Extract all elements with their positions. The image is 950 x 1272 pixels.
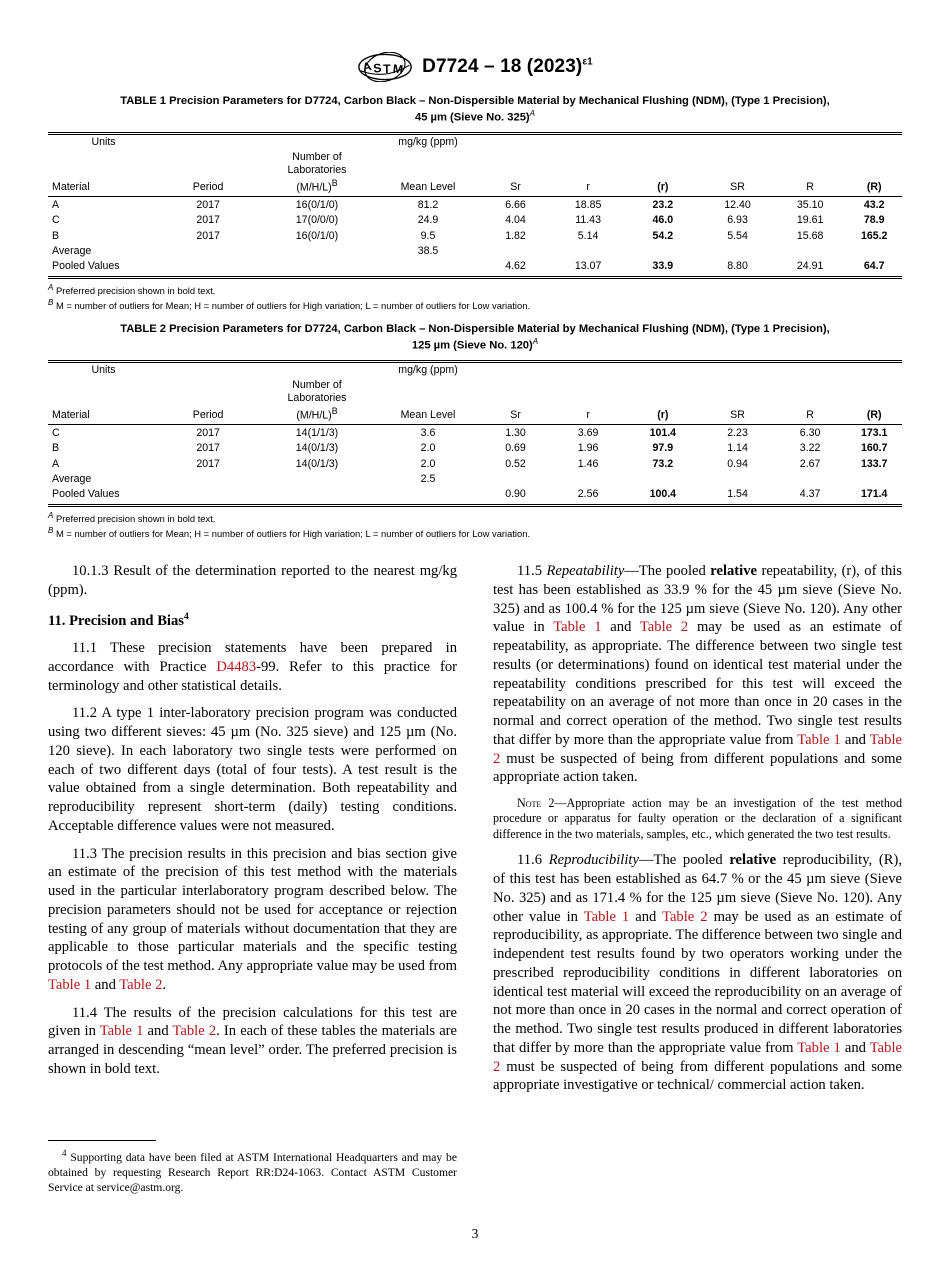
table-2-note-b — [48, 525, 902, 540]
p-11-5-bold-relative: relative — [710, 563, 757, 579]
link-table-2[interactable]: Table 2 — [172, 1023, 217, 1040]
table-2-note-a — [48, 510, 902, 525]
table-cell-sr: 6.66 — [479, 197, 552, 213]
table-cell-r: 13.07 — [552, 259, 625, 277]
table-1-units-value: mg/kg (ppm) — [398, 135, 458, 148]
table-cell-rel_big_r: 64.7 — [846, 259, 902, 277]
labs-sup: B — [331, 177, 338, 188]
table-2-col-rel-big-r: (R) — [866, 409, 882, 422]
table-cell-big_sr — [701, 472, 774, 487]
table-cell-r: 18.85 — [552, 197, 625, 213]
table-cell-rel_r — [624, 472, 701, 487]
table-cell-mean: 3.6 — [377, 425, 479, 441]
table-2-caption-line1: TABLE 2 Precision Parameters for D7724, Carbon Black – Non-Dispersible Material by Mechanical Flushing (NDM), (Type 1 Precision), — [120, 323, 830, 335]
document-designation — [422, 56, 593, 78]
table-cell-r: 5.14 — [577, 229, 599, 242]
table-cell-labs — [257, 472, 377, 487]
note-b-marker: B — [48, 526, 54, 536]
table-cell-sr: 1.82 — [505, 229, 526, 242]
table-2-col-big-sr: SR — [730, 409, 745, 422]
table-1 — [48, 135, 902, 279]
spacer-cell — [846, 363, 902, 378]
p-11-6-part-a: —The pooled — [638, 852, 730, 869]
table-row — [48, 259, 902, 277]
table-cell-period: 2017 — [196, 229, 220, 242]
table-2-col-sr: Sr — [510, 409, 521, 422]
p-11-5-part-b: repeatability, (r), of this test has been established as 33.9 % for the 45 µm sieve (Sieve No. 325) and as 100.4 % for the 125 µm sieve (Sieve No. 120). Any other value in — [493, 563, 902, 636]
table-cell-labs: 16(0/1/0) — [257, 197, 377, 213]
table-cell-rel_r: 101.4 — [624, 425, 701, 441]
table-cell-big_sr: 5.54 — [727, 229, 748, 242]
table-1-col-big-sr: SR — [730, 181, 745, 194]
table-1-caption-line1: TABLE 1 Precision Parameters for D7724, Carbon Black – Non-Dispersible Material by Mechanical Flushing (NDM), (Type 1 Precision), — [120, 95, 830, 107]
table-cell-rel_r: 23.2 — [624, 197, 701, 213]
table-cell-big_r: 4.37 — [774, 487, 847, 505]
table-cell-period: 2017 — [196, 457, 220, 470]
table-cell-period: 2017 — [196, 214, 220, 227]
note-2-text: —Appropriate action may be an investigation of the test method procedure or apparatus for faulty operation or the declaration of a significant difference in the two materials, samples, etc., which generated the two test results. — [493, 796, 902, 841]
table-cell-sr: 4.62 — [479, 259, 552, 277]
table-cell-rel_big_r: 173.1 — [846, 425, 902, 441]
table-cell-sr: 0.69 — [505, 442, 526, 455]
p-11-6-part-d: must be suspected of being from different populations and some appropriate investigative or technical/ commercial action taken. — [493, 1058, 902, 1094]
table-cell-period — [159, 259, 257, 277]
table-cell-big_sr: 12.40 — [701, 197, 774, 213]
footnote-rule — [48, 1140, 156, 1141]
table-cell-rel_r: 54.2 — [652, 229, 674, 242]
table-1-col-period: Period — [192, 181, 224, 194]
p-11-6-mid-1: and — [629, 908, 663, 925]
spacer-cell — [774, 135, 847, 150]
page-number: 3 — [471, 1226, 479, 1241]
table-cell-labs: 17(0/0/0) — [295, 214, 339, 227]
footnote-marker: 4 — [62, 1148, 67, 1158]
table-cell-labs: 14(0/1/3) — [295, 442, 339, 455]
spacer-cell — [479, 363, 552, 378]
note-b-text: M = number of outliers for Mean; H = number of outliers for High variation; L = number of outliers for Low variation. — [55, 300, 531, 312]
designation-text: D7724 – 18 (2023) — [422, 56, 583, 77]
table-1-col-mean-level: Mean Level — [400, 181, 456, 194]
table-1-col-laboratories — [257, 150, 377, 197]
table-cell-material: Average — [52, 244, 92, 257]
note-b-marker: B — [48, 298, 54, 308]
table-row — [48, 229, 902, 244]
p-11-5-mid-2: and — [840, 731, 870, 748]
table-cell-big_sr: 1.14 — [727, 442, 748, 455]
table-cell-sr: 4.04 — [505, 214, 526, 227]
table-cell-rel_big_r: 43.2 — [846, 197, 902, 213]
link-table-2[interactable]: Table 2 — [119, 976, 163, 993]
table-2-body — [48, 425, 902, 505]
table-cell-labs — [257, 487, 377, 505]
table-cell-rel_big_r: 160.7 — [860, 442, 888, 455]
svg-text:A: A — [361, 59, 373, 75]
spacer-cell — [257, 363, 377, 378]
p-11-5-mid-1: and — [601, 619, 640, 636]
p-11-6-part-b: reproducibility, (R), of this test has been established as 64.7 % or the 45 µm sieve (Sieve No. 325) and as 171.4 % for the 125 µm sieve (Sieve No. 120). Any other value in — [493, 852, 902, 925]
table-cell-big_r — [774, 472, 847, 487]
p-11-4-part-a: 11.4 The results of the precision calculations for this test are given in — [48, 1004, 457, 1040]
section-heading-11-text: 11. Precision and Bias — [48, 612, 184, 629]
p-11-5-part-a: —The pooled — [624, 563, 711, 579]
table-cell-rel_r: 100.4 — [624, 487, 701, 505]
table-cell-mean: 2.0 — [420, 442, 436, 455]
table-cell-sr — [479, 472, 552, 487]
right-column — [493, 562, 902, 1104]
table-cell-material: Pooled Values — [48, 487, 159, 505]
table-row — [48, 213, 902, 228]
table-cell-r: 1.46 — [577, 457, 599, 470]
link-table-1[interactable]: Table 1 — [553, 619, 602, 636]
designation-epsilon: ε1 — [582, 56, 593, 68]
paragraph-11-1 — [48, 639, 457, 695]
table-cell-mean — [377, 259, 479, 277]
paragraph-10-1-3: 10.1.3 Result of the determination reported to the nearest mg/kg (ppm). — [48, 563, 457, 598]
link-table-1[interactable]: Table 1 — [583, 908, 630, 925]
spacer-cell — [552, 363, 625, 378]
p-11-6-number: 11.6 — [517, 852, 549, 869]
table-2 — [48, 363, 902, 507]
table-cell-period: 2017 — [196, 442, 220, 455]
svg-text:M: M — [392, 61, 404, 77]
p-11-5-part-c: may be used as an estimate of repeatability, as appropriate. The difference between two single test results (or determinations) found on identical test material under the repeatability conditions prescribed for this test will exceed the repeatability on an average of not more than once in 20 cases in the normal and correct operation of the method. Two single test results that differ by more than the appropriate value from — [493, 619, 902, 748]
table-cell-r — [552, 244, 625, 259]
table-2-caption-line2: 125 µm (Sieve No. 120) — [411, 339, 533, 352]
table-cell-labs — [257, 259, 377, 277]
p-11-6-part-c: may be used as an estimate of reproducibility, as appropriate. The difference between two single and independent test results found by two operators working under the prescribed reproducibility conditions in different laboratories on identical test material will exceed the reproducibility on an average of not more than once in 20 cases in the normal and correct operation of the method. Two single test results produced in different laboratories that differ by more than the appropriate value from — [493, 908, 903, 1056]
table-cell-r: 3.69 — [552, 425, 625, 441]
table-2-col-mean-level: Mean Level — [400, 409, 456, 422]
table-1-note-b — [48, 297, 902, 312]
table-cell-rel_r: 97.9 — [652, 442, 674, 455]
table-row — [48, 425, 902, 441]
spacer-cell — [624, 135, 701, 150]
table-2-col-laboratories — [257, 378, 377, 425]
paragraph-11-4 — [48, 1004, 457, 1079]
left-column — [48, 562, 457, 1088]
table-cell-mean: 9.5 — [420, 229, 436, 242]
table-cell-rel_big_r — [846, 472, 902, 487]
table-cell-mean: 2.5 — [420, 472, 436, 485]
table-cell-big_sr: 1.54 — [701, 487, 774, 505]
section-heading-11-footnote-marker: 4 — [183, 611, 189, 622]
table-cell-rel_big_r — [846, 244, 902, 259]
note-a-marker: A — [48, 510, 54, 520]
p-11-3-end: . — [162, 976, 167, 993]
p-11-6-term: Reproducibility — [548, 852, 639, 869]
table-cell-rel_r — [624, 244, 701, 259]
table-cell-r — [552, 472, 625, 487]
table-cell-r: 2.56 — [552, 487, 625, 505]
table-cell-big_sr: 6.93 — [727, 214, 748, 227]
table-2-units-label: Units — [91, 363, 116, 376]
p-11-4-mid: and — [143, 1023, 173, 1040]
paragraph-11-5 — [493, 562, 902, 787]
p-11-5-number: 11.5 — [517, 563, 547, 579]
table-2-column-header-row — [48, 378, 902, 425]
p-11-3-part-a: 11.3 The precision results in this precision and bias section give an estimate of the precision of this test method with the materials used in the particular interlaboratory program described below. The precision parameters should not be used for acceptance or rejection testing of any group of materials without documentation that they are applicable to those particular materials and the specific testing protocols of the test method. Any appropriate value may be used from — [48, 845, 457, 975]
table-2-col-period: Period — [192, 409, 224, 422]
table-cell-sr: 1.30 — [479, 425, 552, 441]
link-table-2[interactable]: Table 2 — [639, 619, 689, 636]
link-table-2[interactable]: Table 2 — [493, 1039, 902, 1075]
table-cell-big_sr — [701, 244, 774, 259]
note-a-text: Preferred precision shown in bold text. — [55, 284, 216, 296]
table-cell-rel_big_r: 171.4 — [846, 487, 902, 505]
table-1-caption-sup: A — [529, 108, 535, 118]
table-cell-big_r: 3.22 — [799, 442, 821, 455]
table-1-units-label: Units — [91, 135, 116, 148]
table-1-col-big-r: R — [806, 181, 814, 194]
table-cell-sr — [479, 244, 552, 259]
spacer-cell — [552, 135, 625, 150]
table-1-column-header-row — [48, 150, 902, 197]
document-header — [0, 52, 950, 82]
p-11-3-mid: and — [91, 976, 120, 993]
paragraph-11-6 — [493, 851, 902, 1095]
table-cell-big_r: 15.68 — [796, 229, 824, 242]
table-cell-r: 11.43 — [575, 214, 601, 227]
spacer-cell — [774, 363, 847, 378]
link-table-2[interactable]: Table 2 — [493, 731, 902, 767]
note-b-text: M = number of outliers for Mean; H = number of outliers for High variation; L = number of outliers for Low variation. — [55, 528, 531, 540]
table-cell-period — [159, 244, 257, 259]
p-11-4-part-b: . In each of these tables the materials are arranged in descending “mean level” order. The preferred precision is shown in bold text. — [48, 1023, 458, 1077]
table-cell-period — [159, 472, 257, 487]
table-cell-rel_r: 46.0 — [652, 214, 674, 227]
link-table-1[interactable]: Table 1 — [797, 1039, 841, 1056]
table-1-units-row — [48, 135, 902, 150]
p-11-1-part-a: 11.1 These precision statements have been prepared in accordance with Practice — [48, 640, 457, 675]
p-11-6-bold-relative: relative — [729, 852, 777, 869]
table-cell-material: Pooled Values — [48, 259, 159, 277]
table-cell-material: C — [48, 425, 159, 441]
table-1-col-r: r — [586, 181, 590, 194]
note-2-label: Note 2 — [517, 796, 555, 810]
spacer-cell — [257, 135, 377, 150]
table-2-units-row — [48, 363, 902, 378]
labs-line2: Laboratories — [287, 164, 347, 177]
table-cell-rel_r: 33.9 — [624, 259, 701, 277]
table-1-col-sr: Sr — [510, 181, 521, 194]
link-table-1[interactable]: Table 1 — [99, 1023, 144, 1040]
table-row — [48, 244, 902, 259]
table-1-body — [48, 197, 902, 277]
table-cell-r: 1.96 — [577, 442, 599, 455]
table-1-caption — [48, 94, 902, 126]
table-cell-material: Average — [52, 472, 92, 485]
p-11-1-part-b: -99. Refer to this practice for terminology and other statistical details. — [48, 658, 457, 694]
table-cell-big_r — [774, 244, 847, 259]
link-table-2[interactable]: Table 2 — [662, 908, 708, 925]
table-cell-big_r: 2.67 — [799, 457, 821, 470]
table-2-col-big-r: R — [806, 409, 814, 422]
table-cell-big_sr: 2.23 — [701, 425, 774, 441]
table-cell-period: 2017 — [159, 425, 257, 441]
table-1-col-rel-r: (r) — [657, 181, 669, 194]
paragraph-11-3 — [48, 845, 457, 995]
table-cell-material: B — [52, 442, 60, 455]
table-cell-material: C — [52, 214, 60, 227]
spacer-cell — [159, 363, 257, 378]
table-cell-material: B — [52, 229, 60, 242]
table-cell-sr: 0.52 — [505, 457, 526, 470]
table-cell-rel_r: 73.2 — [652, 457, 674, 470]
table-cell-rel_big_r: 165.2 — [860, 229, 888, 242]
table-2-col-material: Material — [52, 409, 90, 422]
table-2-caption-sup: A — [532, 336, 539, 346]
table-cell-material: A — [52, 457, 60, 470]
note-a-text: Preferred precision shown in bold text. — [55, 512, 216, 524]
section-heading-11 — [48, 611, 457, 631]
table-1-caption-line2: 45 µm (Sieve No. 325) — [415, 111, 530, 124]
link-table-1[interactable]: Table 1 — [48, 976, 92, 993]
table-cell-labs — [257, 244, 377, 259]
table-2-units-value: mg/kg (ppm) — [398, 363, 458, 376]
table-cell-big_sr: 0.94 — [727, 457, 748, 470]
table-2-col-rel-r: (r) — [657, 409, 669, 422]
table-cell-sr: 0.90 — [479, 487, 552, 505]
astm-logo — [357, 52, 413, 82]
table-cell-big_r: 6.30 — [774, 425, 847, 441]
table-cell-labs: 16(0/1/0) — [295, 229, 339, 242]
labs-line1: Number of — [292, 378, 342, 391]
footnote-text: Supporting data have been filed at ASTM International Headquarters and may be obtained by requesting Research Report RR:D24-1063. Contact ASTM Customer Service at service@astm.org. — [48, 1150, 457, 1194]
table-cell-period — [159, 487, 257, 505]
table-cell-labs: 14(0/1/3) — [295, 457, 339, 470]
table-row — [48, 441, 902, 456]
spacer-cell — [701, 135, 774, 150]
table-2-notes — [48, 510, 902, 541]
table-cell-rel_big_r: 78.9 — [863, 214, 885, 227]
table-1-block — [48, 94, 902, 313]
table-2-block — [48, 322, 902, 541]
labs-line1: Number of — [292, 150, 342, 163]
paragraph-11-2: 11.2 A type 1 inter-laboratory precision program was conducted using two different sieves: 45 µm (No. 325 sieve) and 125 µm (No. 120 sieve). In each laboratory two single tests were performed on each of two different days (total of four tests). A test result is the value obtained from a single determination. Both repeatability and reproducibility represent short-term (daily) testing conditions. Acceptable difference values were not measured. — [48, 705, 457, 834]
table-row — [48, 487, 902, 505]
table-cell-mean — [377, 487, 479, 505]
table-row — [48, 472, 902, 487]
table-cell-rel_big_r: 133.7 — [860, 457, 888, 470]
table-cell-mean: 38.5 — [417, 244, 439, 257]
table-cell-big_r: 24.91 — [774, 259, 847, 277]
spacer-cell — [624, 363, 701, 378]
table-cell-mean: 81.2 — [377, 197, 479, 213]
table-cell-big_r: 19.61 — [796, 214, 824, 227]
table-1-note-a — [48, 282, 902, 297]
spacer-cell — [479, 135, 552, 150]
spacer-cell — [701, 363, 774, 378]
p-11-5-term: Repeatability — [546, 563, 625, 579]
table-cell-period: 2017 — [159, 197, 257, 213]
spacer-cell — [159, 135, 257, 150]
body-columns — [48, 562, 902, 1222]
table-cell-big_r: 35.10 — [774, 197, 847, 213]
table-cell-labs: 14(1/1/3) — [257, 425, 377, 441]
table-1-notes — [48, 282, 902, 313]
table-cell-mean: 24.9 — [417, 214, 439, 227]
table-cell-big_sr: 8.80 — [701, 259, 774, 277]
table-cell-material: A — [48, 197, 159, 213]
table-row — [48, 197, 902, 213]
p-11-6-mid-2: and — [840, 1039, 870, 1056]
footnote-4 — [48, 1148, 457, 1195]
labs-sup: B — [331, 405, 338, 416]
table-1-col-rel-big-r: (R) — [866, 181, 882, 194]
link-d4483[interactable]: D4483 — [216, 658, 257, 675]
page-footnote — [48, 1140, 457, 1195]
table-cell-mean: 2.0 — [420, 457, 436, 470]
labs-line2: Laboratories — [287, 392, 347, 405]
table-2-caption — [48, 322, 902, 354]
labs-line3: (M/H/L) — [296, 181, 332, 194]
table-1-col-material: Material — [52, 181, 90, 194]
table-2-col-r: r — [586, 409, 590, 422]
table-row — [48, 457, 902, 472]
svg-text:S: S — [372, 60, 383, 76]
p-11-5-part-d: must be suspected of being from different populations and some appropriate action taken. — [493, 750, 902, 786]
svg-text:T: T — [383, 62, 391, 77]
note-2 — [493, 796, 902, 842]
labs-line3: (M/H/L) — [296, 409, 332, 422]
link-table-1[interactable]: Table 1 — [797, 731, 841, 748]
spacer-cell — [846, 135, 902, 150]
note-a-marker: A — [48, 282, 54, 292]
